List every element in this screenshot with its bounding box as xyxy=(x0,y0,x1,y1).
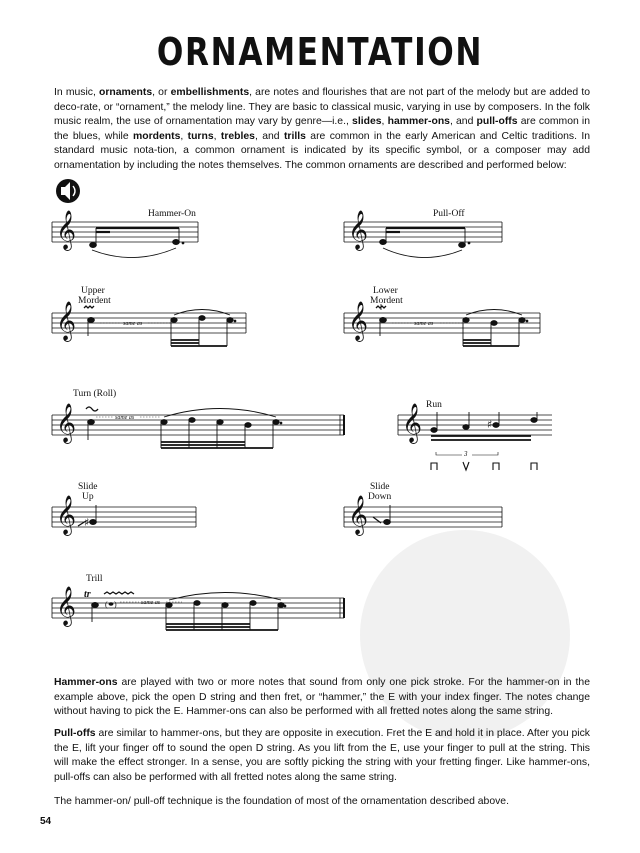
svg-text:𝄞: 𝄞 xyxy=(56,301,77,341)
note xyxy=(171,318,177,323)
note xyxy=(227,318,233,323)
pull-off-paragraph: Pull-offs are similar to hammer-ons, but they are opposite in execution. Fret the E and hold it in place. After you pick the E, lift your finger off to sound the open D string. As you lift from the E, use your finger to pull at the string. This will make the effect stronger. In a sense, you are softly picking the string with your fretting finger. Like hammer-ons, pull-offs can also be performed with all fretted notes along the same string. xyxy=(54,728,590,783)
svg-text:(: ( xyxy=(105,600,108,609)
note xyxy=(92,603,99,608)
note xyxy=(217,420,223,425)
svg-text:𝄞: 𝄞 xyxy=(348,301,369,341)
svg-text:𝄞: 𝄞 xyxy=(402,403,423,443)
label-hammer-on: Hammer-On xyxy=(148,209,196,219)
label-run: Run xyxy=(426,400,442,410)
intro-paragraph: In music, ornaments, or embellishments, are notes and flourishes that are not part of the melody but are added to deco-rate, or “ornament,” the melody line. They are basic to classical music, varying in use by composers. In the folk music realm, the use of ornamentation may vary by genre—i.e., slides, hammer-ons, and pull-offs are common in the blues, while mordents, turns, trebles, and trills are common in the early American and Celtic traditions. In standard music nota-tion, a common ornament is indicated by its specific symbol, or a composer may add ornamentation by including the notes themselves. The common ornaments are described and performed below: xyxy=(54,87,591,171)
final-paragraph: The hammer-on/ pull-off technique is the foundation of most of the ornamentation described above. xyxy=(54,796,509,807)
note xyxy=(245,423,251,428)
staff-lower-mordent xyxy=(344,313,540,333)
speaker-icon[interactable] xyxy=(56,179,80,203)
same-as-3: same as xyxy=(115,415,135,421)
treble-clef-icon xyxy=(56,210,422,627)
note xyxy=(531,418,537,423)
label-turn: Turn (Roll) xyxy=(73,389,117,399)
page-title: ORNAMENTATION xyxy=(156,30,484,74)
note xyxy=(384,520,391,525)
label-lower-mordent-2: Mordent xyxy=(370,296,403,306)
note xyxy=(166,603,172,608)
label-slide-up-2: Up xyxy=(82,492,94,502)
svg-text:𝄞: 𝄞 xyxy=(56,586,77,626)
label-upper-mordent-2: Mordent xyxy=(78,296,111,306)
note xyxy=(463,425,469,430)
note xyxy=(173,240,180,245)
note xyxy=(273,420,279,425)
note xyxy=(491,321,497,326)
note xyxy=(380,318,387,323)
trill-sign: tr xyxy=(84,589,91,600)
note xyxy=(222,603,228,608)
page-number: 54 xyxy=(40,816,52,827)
hammer-on-paragraph: Hammer-ons are played with two or more notes that sound from only one pick stroke. For the hammer-on in the example above, pick the open D string and then fret, or “hammer,” the E with your index finger. The notes change without having to pick the E. Hammer-ons can also be performed with all fretted notes along the same string. xyxy=(54,677,590,718)
label-slide-down-2: Down xyxy=(368,492,392,502)
svg-text:): ) xyxy=(114,600,117,609)
note xyxy=(88,318,95,323)
same-as-2: same as xyxy=(414,321,434,327)
svg-text:𝄞: 𝄞 xyxy=(56,495,77,535)
label-slide-down-1: Slide xyxy=(370,482,390,492)
note xyxy=(463,318,469,323)
note xyxy=(278,603,284,608)
note xyxy=(493,423,499,428)
turn-sign xyxy=(86,407,98,411)
sharp-icon: ♯ xyxy=(84,516,90,529)
notes xyxy=(88,228,538,630)
label-slide-up-1: Slide xyxy=(78,482,98,492)
pick-stroke-icons xyxy=(431,462,537,470)
label-pull-off: Pull-Off xyxy=(433,209,465,219)
same-as-4: same as xyxy=(141,600,161,606)
note xyxy=(431,428,437,433)
note xyxy=(199,316,205,321)
label-trill: Trill xyxy=(86,574,103,584)
trill-wavy-line xyxy=(104,592,134,594)
note xyxy=(189,418,195,423)
label-lower-mordent-1: Lower xyxy=(373,286,398,296)
note xyxy=(250,601,256,606)
note xyxy=(459,243,466,248)
svg-text:𝄞: 𝄞 xyxy=(348,210,369,250)
note xyxy=(90,520,97,525)
sharp-icon: ♯ xyxy=(487,418,493,431)
staff-turn xyxy=(52,415,344,435)
note xyxy=(194,601,200,606)
note xyxy=(88,420,95,425)
triplet-number: 3 xyxy=(464,450,468,458)
note xyxy=(161,420,167,425)
label-upper-mordent-1: Upper xyxy=(81,286,105,296)
svg-text:𝄞: 𝄞 xyxy=(56,210,77,250)
note xyxy=(90,243,97,248)
svg-text:𝄞: 𝄞 xyxy=(56,403,77,443)
mordent-sign xyxy=(84,306,94,308)
note xyxy=(380,240,387,245)
same-as-1: same as xyxy=(123,321,143,327)
note xyxy=(519,318,525,323)
svg-text:𝄞: 𝄞 xyxy=(348,495,369,535)
